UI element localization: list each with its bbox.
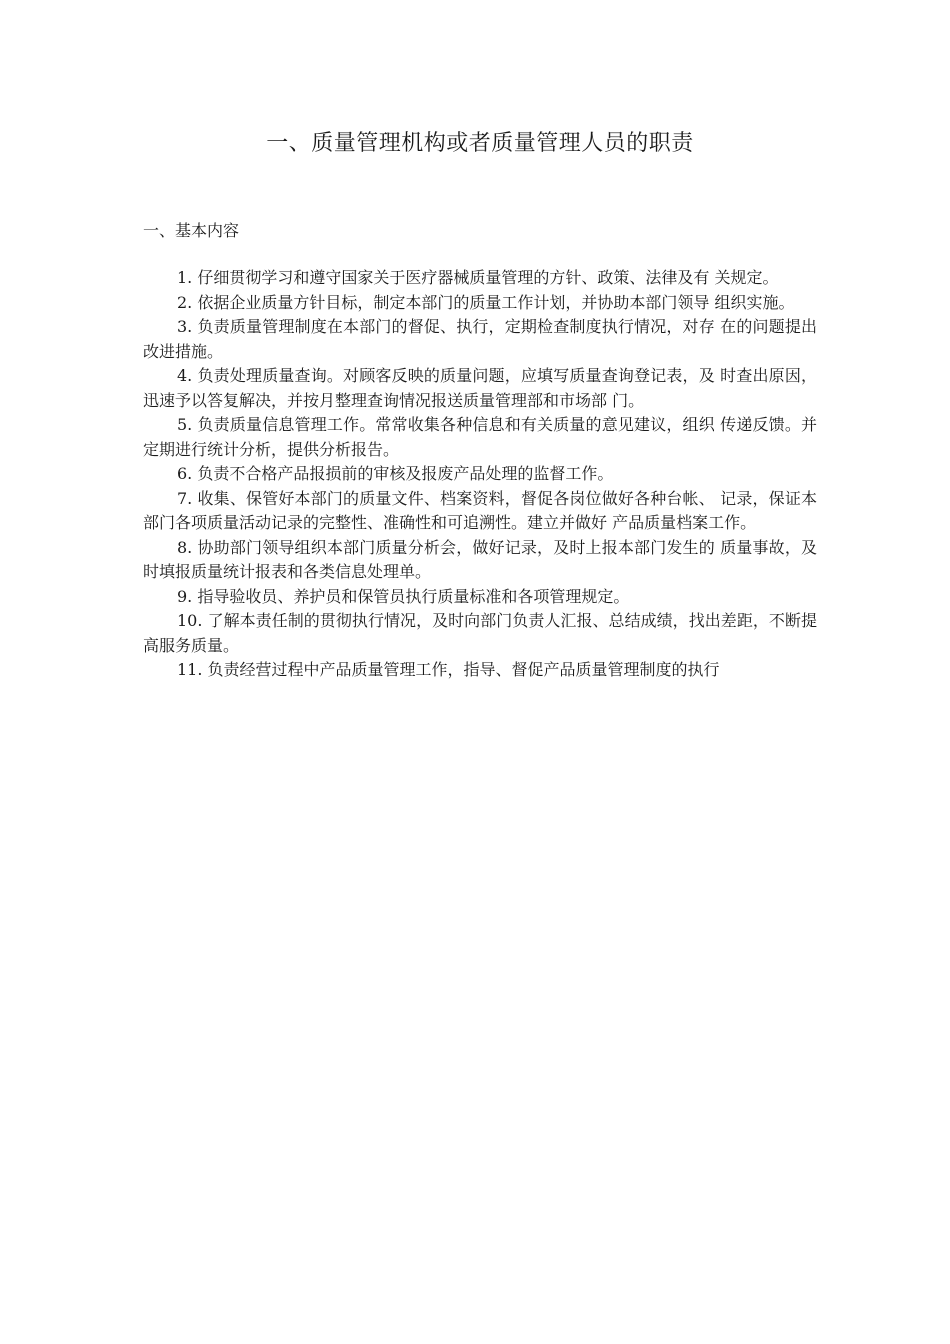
duty-item-5: 5. 负责质量信息管理工作。常常收集各种信息和有关质量的意见建议，组织 传递反馈。并定期进行统计分析，提供分析报告。	[143, 415, 817, 459]
duty-item-6: 6. 负责不合格产品报损前的审核及报废产品处理的监督工作。	[177, 464, 614, 483]
duty-item-4: 4. 负责处理质量查询。对顾客反映的质量问题，应填写质量查询登记表，及 时查出原因，迅速予以答复解决，并按月整理查询情况报送质量管理部和市场部 门。	[143, 366, 817, 410]
duty-item-1: 1. 仔细贯彻学习和遵守国家关于医疗器械质量管理的方针、政策、法律及有 关规定。	[177, 268, 779, 287]
duty-item-2: 2. 依据企业质量方针目标，制定本部门的质量工作计划，并协助本部门领导 组织实施。	[177, 292, 795, 312]
duty-list	[143, 266, 817, 683]
duty-item-7: 7. 收集、保管好本部门的质量文件、档案资料，督促各岗位做好各种台帐、 记录，保证本部门各项质量活动记录的完整性、准确性和可追溯性。建立并做好 产品质量档案工作。	[143, 488, 817, 532]
duty-item-11: 11. 负责经营过程中产品质量管理工作，指导、督促产品质量管理制度的执行	[177, 660, 720, 679]
duty-item-8: 8. 协助部门领导组织本部门质量分析会，做好记录，及时上报本部门发生的 质量事故，及时填报质量统计报表和各类信息处理单。	[143, 537, 817, 581]
document-title: 一、质量管理机构或者质量管理人员的职责	[266, 131, 694, 156]
duty-item-10: 10. 了解本责任制的贯彻执行情况，及时向部门负责人汇报、总结成绩，找出差距，不断提高服务质量。	[143, 611, 817, 655]
duty-item-9: 9. 指导验收员、养护员和保管员执行质量标准和各项管理规定。	[177, 586, 630, 606]
duty-item-3: 3. 负责质量管理制度在本部门的督促、执行，定期检查制度执行情况，对存 在的问题提出改进措施。	[143, 317, 817, 361]
section-heading: 一、基本内容	[143, 221, 240, 240]
